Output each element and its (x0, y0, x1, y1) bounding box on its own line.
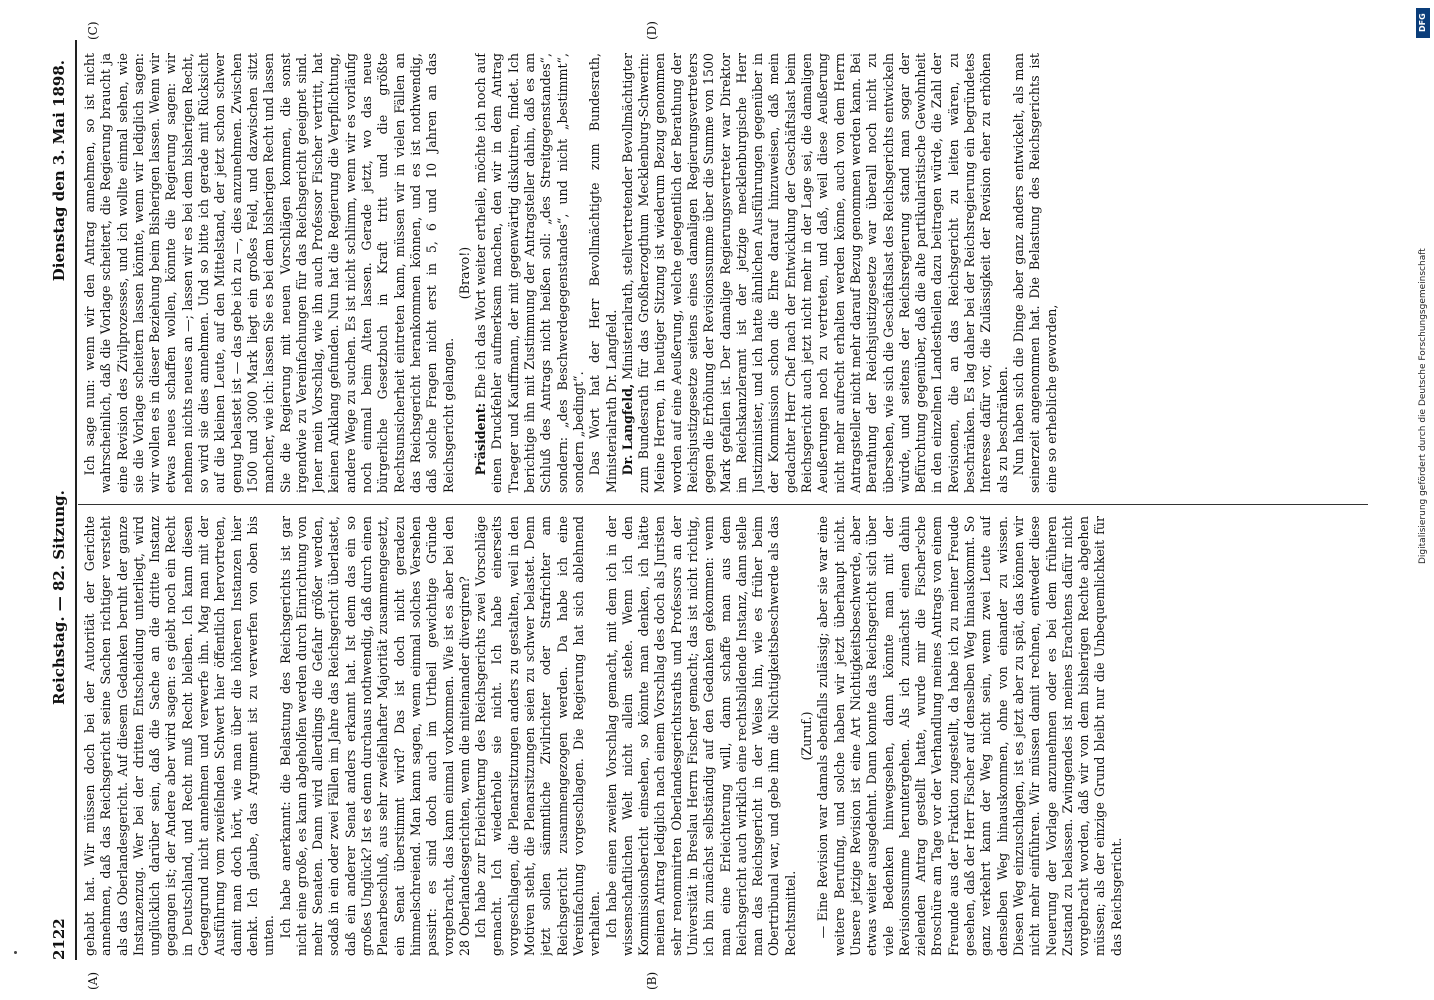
margin-marker-c: (C) (86, 21, 100, 40)
interjection: (Bravo!) (456, 246, 472, 300)
scan-speck (14, 951, 17, 954)
margin-marker-b: (B) (645, 971, 659, 990)
column-divider (78, 504, 1368, 505)
margin-marker-a: (A) (86, 971, 100, 990)
digitization-strip (1416, 8, 1430, 993)
paragraph: Das Wort hat der Herr Bevollmächtigte zum Bundesrath, Ministerialrath Dr. Langfeld. (587, 53, 619, 493)
running-head (50, 50, 72, 960)
page-number: 2122 (50, 918, 68, 960)
header-rule (75, 40, 77, 960)
margin-marker-d: (D) (645, 21, 659, 40)
paragraph: — Eine Revision war damals ebenfalls zulässig; aber sie war eine weitere Berufung, und solche haben wir jetzt überhaupt nicht. Unsere jetzige Revision ist eine Art Nichtigkeitsbeschwerde, aber etwas weiter ausgedehnt. Dann konnte das Reichsgericht sich über viele Bedenken hinwegsehen, dann könnte man mit der Revisionssumme heruntergehen. Als ich zunächst einen dahin zielenden Antrag gestellt hatte, wurde mir die Fischer'sche Broschüre am Tage vor der Verhandlung meines Antrags von einem Freunde aus der Fraktion zugestellt, da habe ich zu meiner Freude gesehen, daß der Herr Fischer auf denselben Weg hinauskommt. So ganz verkehrt kann der Weg nicht sein, wenn zwei Leute auf denselben Weg hinauskommen, ohne von einander zu wissen. Diesen Weg einzuschlagen, ist es jetzt aber zu spät, das können wir nicht mehr einführen. Wir müssen damit rechnen, entweder diese Neuerung der Vorlage anzunehmen oder es bei dem früheren Zustand zu belassen. Zwingendes ist meines Erachtens dafür nicht vorgebracht worden, daß wir von dem bisherigen Rechte abgehen müssen; als der einzige Grund bleibt nur die Unbequemlichkeit für das Reichsgericht. (815, 516, 1124, 956)
speech-text: Ehe ich das Wort weiter ertheile, möchte ich noch auf einen Druckfehler aufmerksam machen, den wir in dem Antrag Traeger und Kauffmann, der mit gegenwärtig diskutiren, findet. Ich berichtige ihn mit Zustimmung der Antragsteller dahin, daß es am Schluß des Antrags nicht heißen soll: „des Streitgegenstandes“, sondern: „des Beschwerdegegenstandes“, und nicht „bestimmt“, sondern „bedingt“. (473, 53, 586, 493)
speech-paragraph (620, 53, 1011, 493)
paragraph: Ich habe anerkannt: die Belastung des Reichsgerichts ist gar nicht eine große, es kann abgeholfen werden durch Einrichtung von mehr Senaten. Dann wird allerdings die Gefahr größer werden, sodaß in ein oder zwei Fällen im Jahre das Reichsgericht überlastet, daß ein anderer Senat anders erkannt hat. Ist denn das ein so großes Unglück? Ist es denn durchaus nothwendig, daß durch einen Plenarbeschluß, aus sehr zweifelhafter Majorität zusammengesetzt, ein Senat überstimmt wird? Das ist doch nicht geradezu himmelschreiend. Man kann sagen, wenn einmal solches Versehen passirt: es sind doch auch im Urtheil gewichtige Gründe vorgebracht, das kann einmal vorkommen. Wie ist es aber bei den 28 Oberlandesgerichten, wenn die miteinander divergiren? (277, 516, 472, 956)
paragraph: Ich habe einen zweiten Vorschlag gemacht, mit dem ich in der wissenschaftlichen Welt nicht allein stehe. Wenn ich den Kommissionsbericht einsehen, so könnte man denken, ich hätte meinen Antrag lediglich nach einem Vorschlag des doch als Juristen sehr renommirten Oberlandesgerichtsraths und Professors an der Universität in Breslau Herrn Fischer gemacht; das ist nicht richtig, ich bin zunächst selbständig auf den Gedanken gekommen: wenn man eine Erleichterung will, dann schaffe man aus dem Reichsgericht auch wirklich eine rechtsbildende Instanz, dann stelle man das Reichsgericht in der Weise hin, wie es früher beim Obertribunal war, und gebe ihm die Nichtigkeitsbeschwerde als das Rechtsmittel. (603, 516, 798, 956)
speech-text: Ministerialrath, stellvertretender Bevollmächtigter zum Bundesrath für das Großherzogthum Mecklenburg-Schwerin: Meine Herren, in heutiger Sitzung ist wiederum Bezug genommen worden auf eine Aeußerung, welche gelegentlich der Berathung der Reichsjustizgesetze seitens eines damaligen Regierungsvertreters gegen die Erhöhung der Revisionssumme über die Summe von 1500 Mark gefallen ist. Der damalige Regierungsvertreter war Direktor im Reichskanzleramt ist der jetzige mecklenburgische Herr Justizminister, und ich hatte ähnlichen Ausführungen gegenüber in der Kommission schon die Ehre darauf hinzuweisen, daß mein gedachter Herr Chef nach der Entwicklung der Geschäftslast beim Reichsgericht auch jetzt nicht mehr in der Lage sei, die damaligen Aeußerungen noch zu vertreten, und daß, weil diese Aeußerung nicht mehr aufrecht erhalten werden könne, auch von dem Herrn Antragsteller nicht mehr darauf Bezug genommen werden kann. Bei Berathung der Reichsjustizgesetze war überall noch nicht zu übersehen, wie sich die Geschäftslast des Reichsgerichts entwickeln würde, und seitens der Reichsregierung stand man sogar der Befürchtung gegenüber, daß die alte partikularistische Gewohnheit in den einzelnen Landestheilen dazu beitragen würde, die Zahl der Revisionen, die an das Reichsgericht zu leiten wären, zu beschränken. Es lag daher bei der Reichsregierung ein begründetes Interesse dafür vor, die Zulässigkeit der Revision eher zu erhöhen als zu beschränken. (619, 53, 1010, 493)
speaker-name: Dr. Langfeld, (619, 383, 635, 476)
digitization-note: Digitalisierung gefördert durch die Deutsche Forschungsgemeinschaft (1418, 248, 1428, 564)
speaker-name: Präsident: (473, 402, 489, 476)
session-date: Dienstag den 3. Mai 1898. (50, 60, 68, 282)
paragraph: Ich habe zur Erleichterung des Reichsgerichts zwei Vorschläge gemacht. Ich wiederhole sie nicht. Ich habe einerseits vorgeschlagen, die Plenarsitzungen anders zu gestalten, weil in den Motiven steht, die Plenarsitzungen seien zu schwer belastet. Denn jetzt sollen sämmtliche Zivilrichter oder Strafrichter am Reichsgericht zusammengezogen werden. Da habe ich eine Vereinfachung vorgeschlagen. Die Regierung hat sich ablehnend verhalten. (473, 516, 603, 956)
speech-paragraph (473, 53, 587, 493)
paragraph: Nun haben sich die Dinge aber ganz anders entwickelt, als man seinerzeit angenommen hat. Die Belastung des Reichsgerichts ist eine so erhebliche geworden, (1010, 53, 1059, 493)
session-title: Reichstag. — 82. Sitzung. (50, 490, 68, 705)
left-text-column (82, 516, 1367, 956)
paragraph: gehabt hat. Wir müssen doch bei der Autorität der Gerichte annehmen, daß das Reichsgericht seine Sachen richtiger versteht als das Oberlandesgericht. Auf diesem Gedanken beruht der ganze Instanzenzug. Wer bei der dritten Entscheidung unterliegt, wird unglücklich darüber sein, daß die Sache an die dritte Instanz gegangen ist; der Andere aber wird sagen: es giebt noch ein Recht in Deutschland, und Recht muß Recht bleiben. Ich kann diesen Gegengrund nicht annehmen und verwerfe ihn. Mag man mit der Ausführung vom zweifelnden Schwert hier öffentlich hervortreten, damit man doch hört, wie man über die höheren Instanzen hier denkt. Ich glaube, das Argument ist zu verwerfen von oben bis unten. (82, 516, 277, 956)
paragraph: Ich sage nun: wenn wir den Antrag annehmen, so ist nicht wahrscheinlich, daß die Vorlage scheitert, die Regierung braucht ja eine Revision des Zivilprozesses, und ich wollte einmal sehen, wie sie die Vorlage scheitern lassen könnte, wenn wir lediglich sagen: wir wollen es in dieser Beziehung beim Bisherigen lassen. Wenn wir etwas neues schaffen wollen, könnte die Regierung sagen: wir nehmen nichts neues an —; lassen wir es bei dem bisherigen Recht, so wird sie dies annehmen. Und so bitte ich gerade mit Rücksicht auf die kleinen Leute, auf den Mittelstand, der jetzt schon schwer genug belastet ist — das gebe ich zu —, dies anzunehmen. Zwischen 1500 und 3000 Mark liegt ein großes Feld, und dazwischen sitzt mancher, wie ich: lassen Sie es bei dem bisherigen Recht und lassen Sie die Regierung mit neuen Vorschlägen kommen, die sonst irgendwie zu Vereinfachungen für das Reichsgericht geeignet sind. Jener mein Vorschlag, wie ihn auch Professor Fischer vertritt, hat keinen Anklang gefunden. Nun hat die Regierung die Verpflichtung, andere Wege zu suchen. Es ist nicht schlimm, wenn wir es vorläufig noch einmal beim Alten lassen. Gerade jetzt, wo das neue bürgerliche Gesetzbuch in Kraft tritt und die größte Rechtsunsicherheit eintreten kann, müssen wir in vielen Fällen an das Reichsgericht herankommen können, und es ist nothwendig, daß solche Fragen nicht erst in 5, 6 und 10 Jahren an das Reichsgericht gelangen. (82, 53, 456, 493)
right-text-column (82, 53, 1367, 493)
dfg-logo: DFG (1416, 8, 1430, 38)
interjection: (Zuruf.) (799, 711, 815, 761)
